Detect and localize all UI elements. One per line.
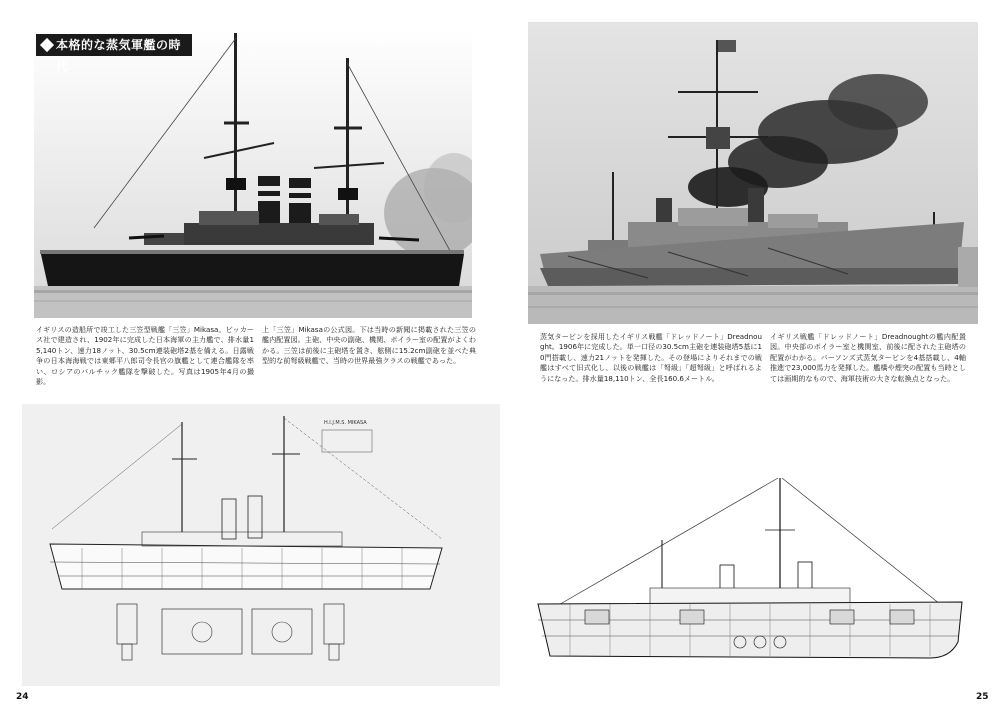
mikasa-plan-drawing: [22, 404, 500, 686]
dreadnought-photo: [528, 22, 978, 324]
page-number-right: 25: [976, 692, 989, 702]
mikasa-plan-title: H.I.J.M.S. MIKASA: [324, 420, 367, 426]
caption-dreadnought-plan: イギリス戦艦「ドレッドノート」Dreadnoughtの艦内配置図。中央部のボイラー室と機関室、前後に配された主砲塔の配置がわかる。パーソンズ式蒸気タービンを4基搭載し、4軸推進で23,000馬力を発揮した。艦橋や煙突の配置も当時としては画期的なもので、海軍技術の大きな転換点となった。: [770, 332, 966, 383]
mikasa-photo: [34, 28, 472, 318]
dreadnought-plan-drawing: [530, 470, 970, 670]
caption-mikasa-photo: イギリスの造船所で竣工した三笠型戦艦「三笠」Mikasa。ビッカース社で建造され、1902年に完成した日本海軍の主力艦で、排水量15,140トン、速力18ノット、30.5cm連装砲塔2基を備える。日露戦争の日本海海戦では東郷平八郎司令長官の旗艦として連合艦隊を率い、ロシアのバルチック艦隊を撃破した。写真は1905年4月の撮影。: [36, 325, 254, 387]
caption-mikasa-plan: 上「三笠」Mikasaの公式図。下は当時の新聞に掲載された三笠の艦内配置図。主砲、中央の副砲、機関、ボイラー室の配置がよくわかる。三笠は前後に主砲塔を置き、舷側に15.2cm副砲を並べた典型的な前弩級戦艦で、当時の世界最強クラスの戦艦であった。: [262, 325, 476, 366]
section-title: 本格的な蒸気軍艦の時代: [36, 34, 192, 56]
caption-dreadnought-photo: 蒸気タービンを採用したイギリス戦艦「ドレッドノート」Dreadnought。1906年に完成した。単一口径の30.5cm主砲を連装砲塔5基に10門搭載し、速力21ノットを発揮した。その登場によりそれまでの戦艦はすべて旧式化し、以後の戦艦は「弩級」「超弩級」と呼ばれるようになった。排水量18,110トン、全長160.6メートル。: [540, 332, 762, 383]
page-number-left: 24: [16, 692, 29, 702]
